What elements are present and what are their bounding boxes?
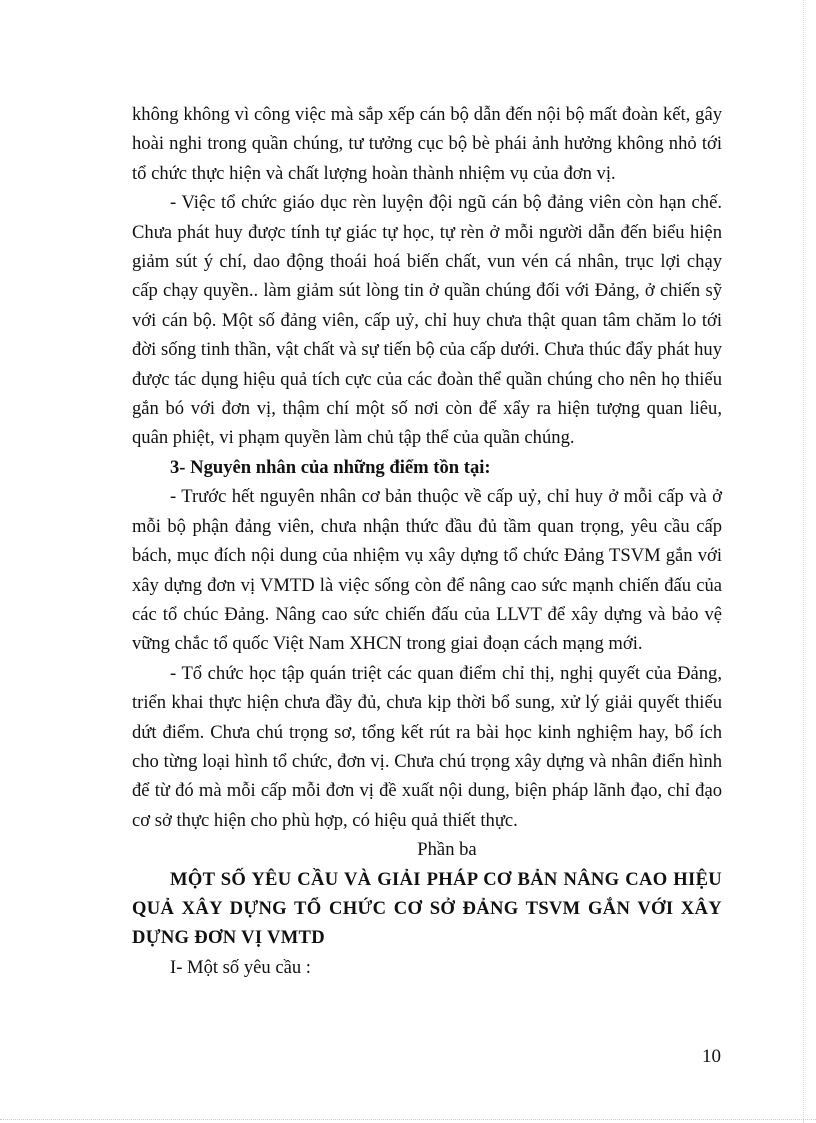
part-label: Phần ba: [417, 839, 477, 861]
page-body: [132, 100, 722, 982]
paragraph-training-limits: - Việc tổ chức giáo dục rèn luyện đội ngũ cán bộ đảng viên còn hạn chế. Chưa phát huy được tính tự giác tự học, tự rèn ở mỗi người dẫn đến biểu hiện giảm sút ý chí, dao động thoái hoá biến chất, vun vén cá nhân, trục lợi chạy cấp chạy quyền.. làm giảm sút lòng tin ở quần chúng đối với Đảng, ở chiến sỹ với cán bộ. Một số đảng viên, cấp uỷ, chỉ huy chưa thật quan tâm chăm lo tới đời sống tinh thần, vật chất và sự tiến bộ của cấp dưới. Chưa thúc đẩy phát huy được tác dụng hiệu quả tích cực của các đoàn thể quần chúng cho nên họ thiếu gắn bó với đơn vị, thậm chí một số nơi còn để xẩy ra hiện tượng quan liêu, quân phiệt, vi phạm quyền làm chủ tập thể của quần chúng.: [132, 192, 722, 449]
paragraph-cause-implementation: - Tổ chức học tập quán triệt các quan điểm chỉ thị, nghị quyết của Đảng, triển khai thực hiện chưa đầy đủ, chưa kịp thời bổ sung, xử lý giải quyết thiếu dứt điểm. Chưa chú trọng sơ, tổng kết rút ra bài học kinh nghiệm hay, bổ ích cho từng loại hình tổ chức, đơn vị. Chưa chú trọng xây dựng và nhân điển hình để từ đó mà mỗi cấp mỗi đơn vị đề xuất nội dung, biện pháp lãnh đạo, chỉ đạo cơ sở thực hiện cho phù hợp, có hiệu quả thiết thực.: [132, 662, 722, 831]
page-bottom-border: [0, 1119, 816, 1120]
paragraph-continuation: không không vì công việc mà sắp xếp cán bộ dẫn đến nội bộ mất đoàn kết, gây hoài nghi trong quần chúng, tư tưởng cục bộ bè phái ảnh hưởng không nhỏ tới tổ chức thực hiện và chất lượng hoàn thành nhiệm vụ của đơn vị.: [132, 104, 722, 184]
part-title: MỘT SỐ YÊU CẦU VÀ GIẢI PHÁP CƠ BẢN NÂNG CAO HIỆU QUẢ XÂY DỰNG TỔ CHỨC CƠ SỞ ĐẢNG TSVM GẮN VỚI XÂY DỰNG ĐƠN VỊ VMTD: [132, 868, 722, 949]
paragraph-cause-leadership: - Trước hết nguyên nhân cơ bản thuộc về cấp uỷ, chỉ huy ở mỗi cấp và ở mỗi bộ phận đảng viên, chưa nhận thức đầu đủ tầm quan trọng, yêu cầu cấp bách, mục đích nội dung của nhiệm vụ xây dựng tổ chức Đảng TSVM gắn với xây dựng đơn vị VMTD là việc sống còn để nâng cao sức mạnh chiến đấu của các tổ chúc Đảng. Nâng cao sức chiến đấu của LLVT để xây dựng và bảo vệ vững chắc tổ quốc Việt Nam XHCN trong giai đoạn cách mạng mới.: [132, 486, 722, 655]
page-number: 10: [702, 1046, 721, 1067]
section-heading-causes: 3- Nguyên nhân của những điểm tồn tại:: [170, 456, 491, 478]
subsection-heading: I- Một số yêu cầu :: [170, 956, 311, 978]
page-right-border: [803, 0, 804, 1123]
